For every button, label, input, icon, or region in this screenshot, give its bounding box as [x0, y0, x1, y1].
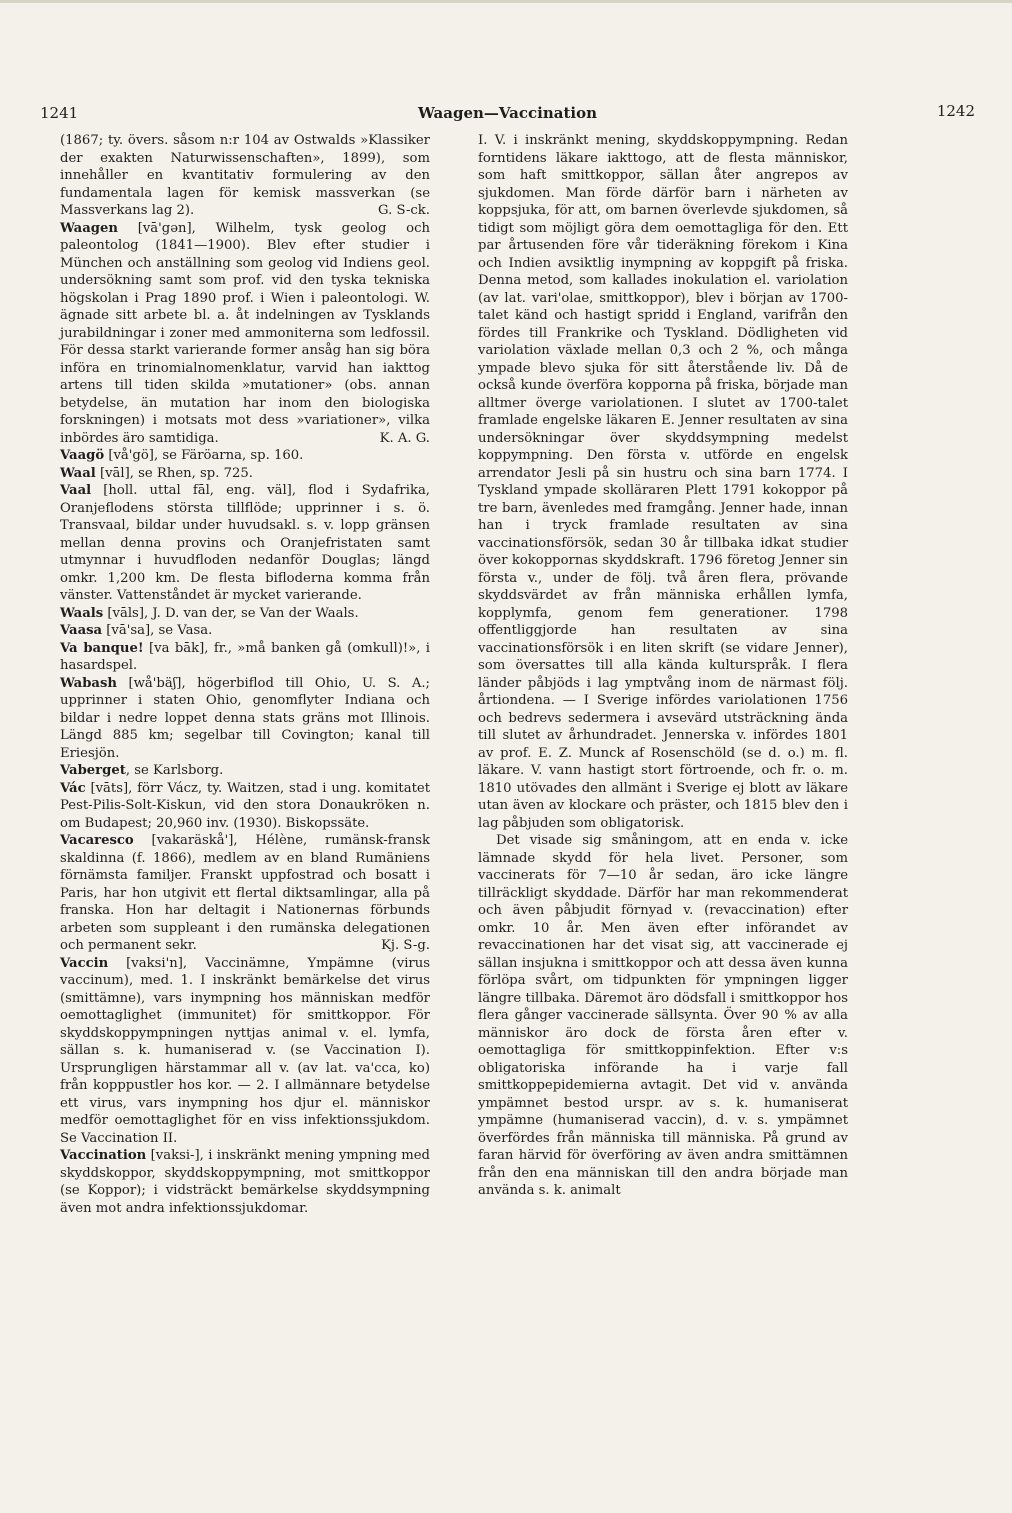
running-title: Waagen—Vaccination — [417, 104, 598, 122]
entry-vaberget: Vaberget, se Karlsborg. — [60, 763, 224, 778]
page-top-edge — [0, 0, 1012, 3]
headword: Va banque! — [60, 640, 144, 656]
headword: Waagen — [60, 220, 118, 236]
headword: Vaal — [60, 483, 92, 498]
headword: Vaccination — [60, 1148, 147, 1163]
left-page-number: 1241 — [40, 104, 79, 122]
entry-wabash: Wabash [wå'bäʃ], högerbiflod till Ohio, U. S. A.; upprinner i staten Ohio, genomflyter Indiana och bildar i nedre loppet denna stats gräns mot Illinois. Längd 885 km; segelbar till Covington; kanal till Eriesjön. — [60, 675, 430, 761]
signature: K. A. G. — [379, 430, 430, 446]
right-page-number: 1242 — [936, 102, 975, 120]
headword: Vacaresco — [60, 833, 134, 848]
signature: Kj. S-g. — [381, 938, 430, 953]
entry-vaal: Vaal [holl. uttal fāl, eng. väl], flod i Sydafrika, Oranjeflodens största tillflöde; upprinner i s. ö. Transvaal, bildar under huvudsakl. s. v. lopp gränsen mellan denna provins och Oranjefristaten samt utmynnar i huvudfloden nedanför Douglas; längd omkr. 1,200 km. De flesta bifloderna komma från vänster. Vattenståndet är mycket varierande. — [60, 483, 430, 603]
entry-vaago: Vaagö [vå'gö], se Färöarna, sp. 160. — [60, 448, 304, 463]
headword: Vaccin — [60, 955, 109, 971]
entry-vaasa: Vaasa [vā'sa], se Vasa. — [60, 623, 213, 638]
entry-waagen: Waagen [vā'gən], Wilhelm, tysk geolog och paleontolog (1841—1900). Blev efter studier i München och anställning som geolog vid Indiens geol. undersökning samt som prof. vid den tyska tekniska högskolan i Prag 1890 prof. i Wien i paleontologi. W. ägnade sitt arbete bl. a. åt indelningen av Tysklands jurabildningar i zoner med ammoniterna som ledfossil. För dessa starkt varierande former ansåg han sig böra införa en trinomialnomenklatur, varvid han iakttog artens till tiden skilda »mutationer» (obs. annan betydelse, än mutation har inom den biologiska forskningen) i motsats mot dess »variationer», vilka inbördes äro samtidiga. K. A. G. — [60, 220, 430, 446]
vaccination-section-revaccination: Det visade sig småningom, att en enda v. icke lämnade skydd för hela livet. Personer, som vaccinerats för 7—10 år sedan, äro icke längre tillräckligt skyddade. Därför har man rekommenderat och även påbjudit förnyad v. (revaccination) efter omkr. 10 år. Men även efter införandet av revaccinationen har det visat sig, att vaccinerade ej sällan insjukna i smittkoppor och att dessa även kunna förlöpa svårt, om tidpunkten för ympningen ligger längre tillbaka. Däremot äro dödsfall i smittkoppor hos flera gånger vaccinerade sällsynta. Över 90 % av alla människor äro dock de första åren efter v. oemottagliga för smittkoppinfektion. Efter v:s obligatoriska införande ha i varje fall smittkoppepidemierna avtagit. Det vid v. använda ympämnet bestod urspr. av s. k. humaniserat ympämne (humaniserad vaccin), d. v. s. ympämnet överfördes från människa till människa. På grund av faran härvid för överföring av även andra smittämnen från den ena människan till den andra började man använda s. k. animalt — [478, 833, 848, 1198]
entry-continuation: (1867; ty. övers. såsom n:r 104 av Ostwalds »Klassiker der exakten Naturwissenschaften», 1899), som innehåller en kvantitativ formulering av den fundamentala lagen för kemisk massverkan (se Massverkans lag 2). G. S-ck. — [60, 133, 430, 218]
entry-vaccin: Vaccin [vaksi'n], Vaccinämne, Ympämne (virus vaccinum), med. 1. I inskränkt bemärkelse det virus (smittämne), vars inympning hos människan medför oemottaglighet (immunitet) för smittkoppor. För skyddskoppympningen nyttjas animal v. el. lymfa, sällan s. k. humaniserad v. (se Vaccination I). Ursprungligen härstammar all v. (av lat. va'cca, ko) från kopppustler hos kor. — 2. I allmännare betydelse ett virus, vars inympning hos djur el. människor medför oemottaglighet för en viss infektionssjukdom. Se Vaccination II. — [60, 955, 430, 1146]
headword: Vaberget — [60, 763, 126, 778]
headword: Vaasa — [60, 623, 103, 638]
entry-waal: Waal [vāl], se Rhen, sp. 725. — [60, 465, 253, 481]
entry-vaccination: Vaccination [vaksi-], i inskränkt mening ympning med skyddskoppor, skyddskoppympning, mot smittkoppor (se Koppor); i vidsträckt bemärkelse skyddsympning även mot andra infektionssjukdomar. — [60, 1148, 430, 1216]
headword: Wabash — [60, 675, 117, 691]
entry-vacaresco: Vacaresco [vakaräskå'], Hélène, rumänsk-fransk skaldinna (f. 1866), medlem av en bland Rumäniens förnämsta familjer. Franskt uppfostrad och bosatt i Paris, har hon utgivit ett flertal diktsamlingar, alla på franska. Hon har deltagit i Nationernas förbunds arbeten som suppleant i den rumänska delegationen och permanent sekr. Kj. S-g. — [60, 833, 430, 953]
headword: Vác — [60, 780, 86, 796]
entry-waals: Waals [vāls], J. D. van der, se Van der Waals. — [60, 605, 359, 621]
vaccination-section-1: I. V. i inskränkt mening, skyddskoppympning. Redan forntidens läkare iakttogo, att de flesta människor, som haft smittkoppor, sällan åter angrepos av sjukdomen. Man förde därför barn i närheten av koppsjuka, för att, om barnen överlevde sjukdomen, så tidigt som möjligt göra dem oemottagliga för den. Ett par årtusenden före vår tideräkning förekom i Kina och Indien avsiktlig inympning av koppgift på friska. Denna metod, som kallades inokulation el. variolation (av lat. vari'olae, smittkoppor), blev i början av 1700-talet känd och hastigt spridd i England, varifrån den fördes till Frankrike och Tyskland. Dödligheten vid variolation växlade mellan 0,3 och 2 %, och många ympade blevo sjuka för sitt återstående liv. Då de också kunde överföra kopporna på friska, började man alltmer överge variolationen. I slutet av 1700-talet framlade engelske läkaren E. Jenner resultaten av sina undersökningar över skyddsympning medelst koppympning. Den första v. utförde en engelsk arrendator Jesli på sin hustru och sina barn 1774. I Tyskland ympade skolläraren Plett 1791 kokoppor på tre barn, ävenledes med framgång. Jenner hade, innan han i tryck framlade resultaten av sina vaccinationsförsök, sedan 30 år tillbaka idkat studier över kokoppornas skyddskraft. 1796 företog Jenner sin första v., under de följ. två åren flera, prövande skyddsvärdet av från människa erhållen lymfa, kopplymfa, genom fem generationer. 1798 offentliggjorde han resultaten av sina vaccinationsförsök i en liten skrift (se vidare Jenner), som översattes till alla kända kulturspråk. I flera länder påbjöds i lag ymptvång inom de närmast följ. årtiondena. — I Sverige infördes variolationen 1756 och bedrevs sedermera i avsevärd utsträckning ända till slutet av århundradet. Jennerska v. infördes 1801 av prof. E. Z. Munck af Rosenschöld (se d. o.) m. fl. läkare. V. vann hastigt stort förtroende, och fr. o. m. 1810 utövades den allmänt i Sverige ej blott av läkare utan även av klockare och präster, och 1815 blev den i lag påbjuden som obligatorisk. — [478, 133, 848, 831]
signature: G. S-ck. — [378, 203, 430, 218]
left-column — [60, 132, 430, 1217]
headword: Waals — [60, 605, 104, 621]
entry-vac: Vác [vāts], förr Vácz, ty. Waitzen, stad i ung. komitatet Pest-Pilis-Solt-Kiskun, vid den stora Donaukröken n. om Budapest; 20,960 inv. (1930). Biskopssäte. — [60, 780, 430, 831]
entry-va-banque: Va banque! [va bāk], fr., »må banken gå (omkull)!», i hasardspel. — [60, 640, 430, 673]
right-column — [478, 132, 848, 1200]
page-header — [40, 100, 975, 126]
headword: Waal — [60, 465, 96, 481]
headword: Vaagö — [60, 448, 105, 463]
